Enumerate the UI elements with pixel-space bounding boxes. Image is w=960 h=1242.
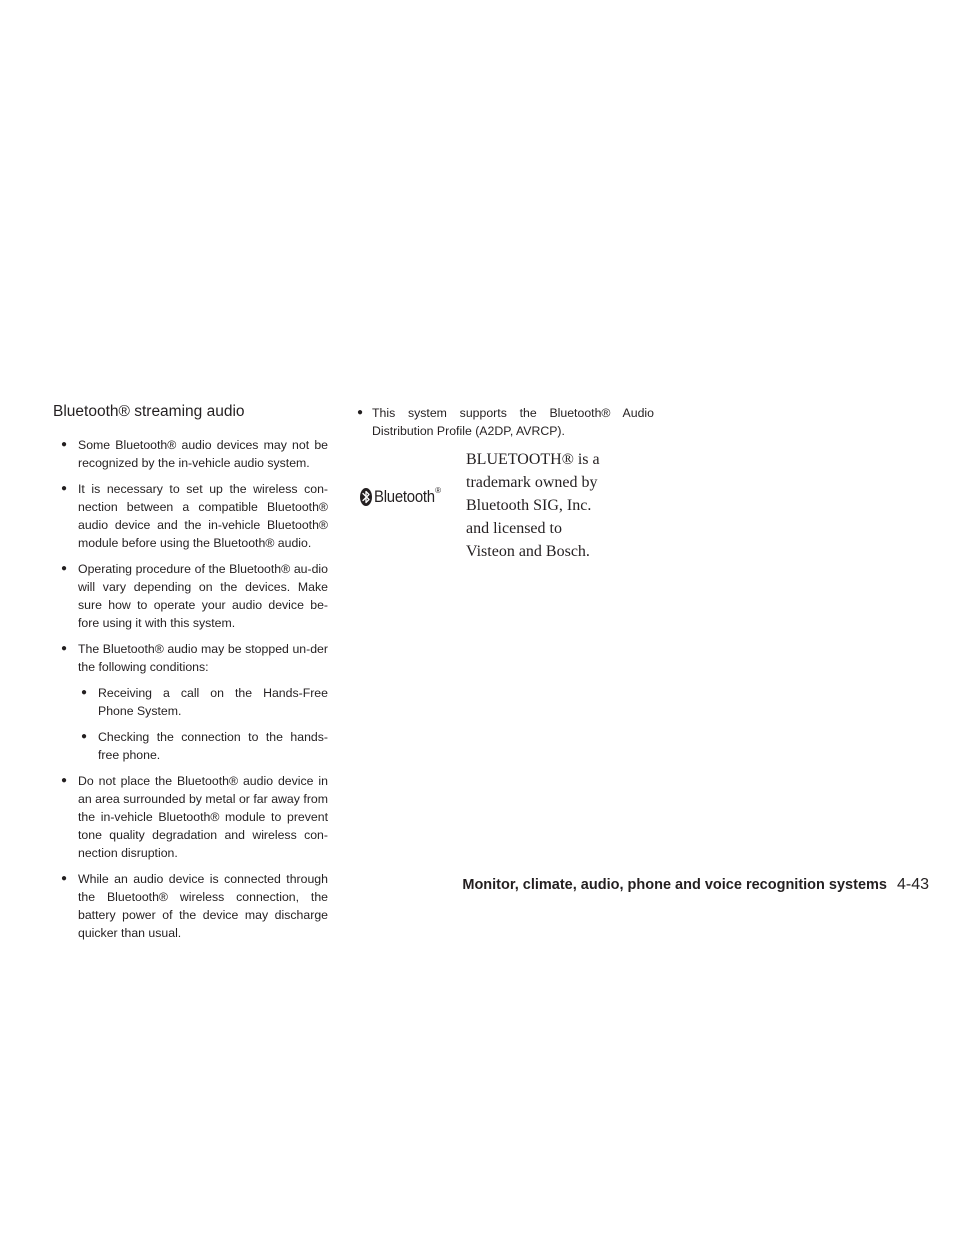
section-title: Bluetooth® streaming audio (53, 403, 245, 420)
left-column (53, 402, 328, 950)
trademark-line: BLUETOOTH® is a (466, 451, 600, 468)
right-bullet-list (354, 404, 654, 440)
bluetooth-wordmark: Bluetooth (374, 487, 435, 506)
left-bullet-list (58, 436, 328, 942)
sub-bullet-list (78, 684, 328, 764)
list-item: ● It is necessary to set up the wireless con-nection between a compatible Bluetooth® audio device and the in-vehicle Bluetooth® module before using the Bluetooth® audio. (58, 480, 328, 552)
list-item-with-sublist (58, 640, 328, 764)
list-item: ● Do not place the Bluetooth® audio device in an area surrounded by metal or far away from the in-vehicle Bluetooth® module to prevent tone quality degradation and wireless con-nection disruption. (58, 772, 328, 862)
right-column (354, 404, 654, 448)
list-item: ● Some Bluetooth® audio devices may not be recognized by the in-vehicle audio system. (58, 436, 328, 472)
bluetooth-icon (360, 488, 372, 506)
sub-list-item: ● Receiving a call on the Hands-Free Phone System. (78, 684, 328, 720)
page-number: 4-43 (896, 876, 929, 893)
registered-mark: ® (435, 485, 442, 495)
trademark-notice (466, 448, 600, 563)
bluetooth-logo (360, 486, 441, 508)
sub-list-item: ● Checking the connection to the hands-free phone. (78, 728, 328, 764)
list-item: ● This system supports the Bluetooth® Audio Distribution Profile (A2DP, AVRCP). (354, 404, 654, 440)
list-item-text: The Bluetooth® audio may be stopped un-der the following conditions: (78, 642, 328, 674)
page-footer (462, 876, 929, 894)
trademark-line: trademark owned by (466, 474, 598, 491)
trademark-line: Visteon and Bosch. (466, 543, 590, 560)
list-item: ● Operating procedure of the Bluetooth® au-dio will vary depending on the devices. Make sure how to operate your audio device be-fore using it with this system. (58, 560, 328, 632)
footer-chapter-title: Monitor, climate, audio, phone and voice recognition systems (462, 877, 887, 893)
trademark-line: and licensed to (466, 520, 562, 537)
list-item: ● While an audio device is connected through the Bluetooth® wireless connection, the battery power of the device may discharge quicker than usual. (58, 870, 328, 942)
trademark-line: Bluetooth SIG, Inc. (466, 497, 592, 514)
trademark-block (358, 448, 678, 558)
